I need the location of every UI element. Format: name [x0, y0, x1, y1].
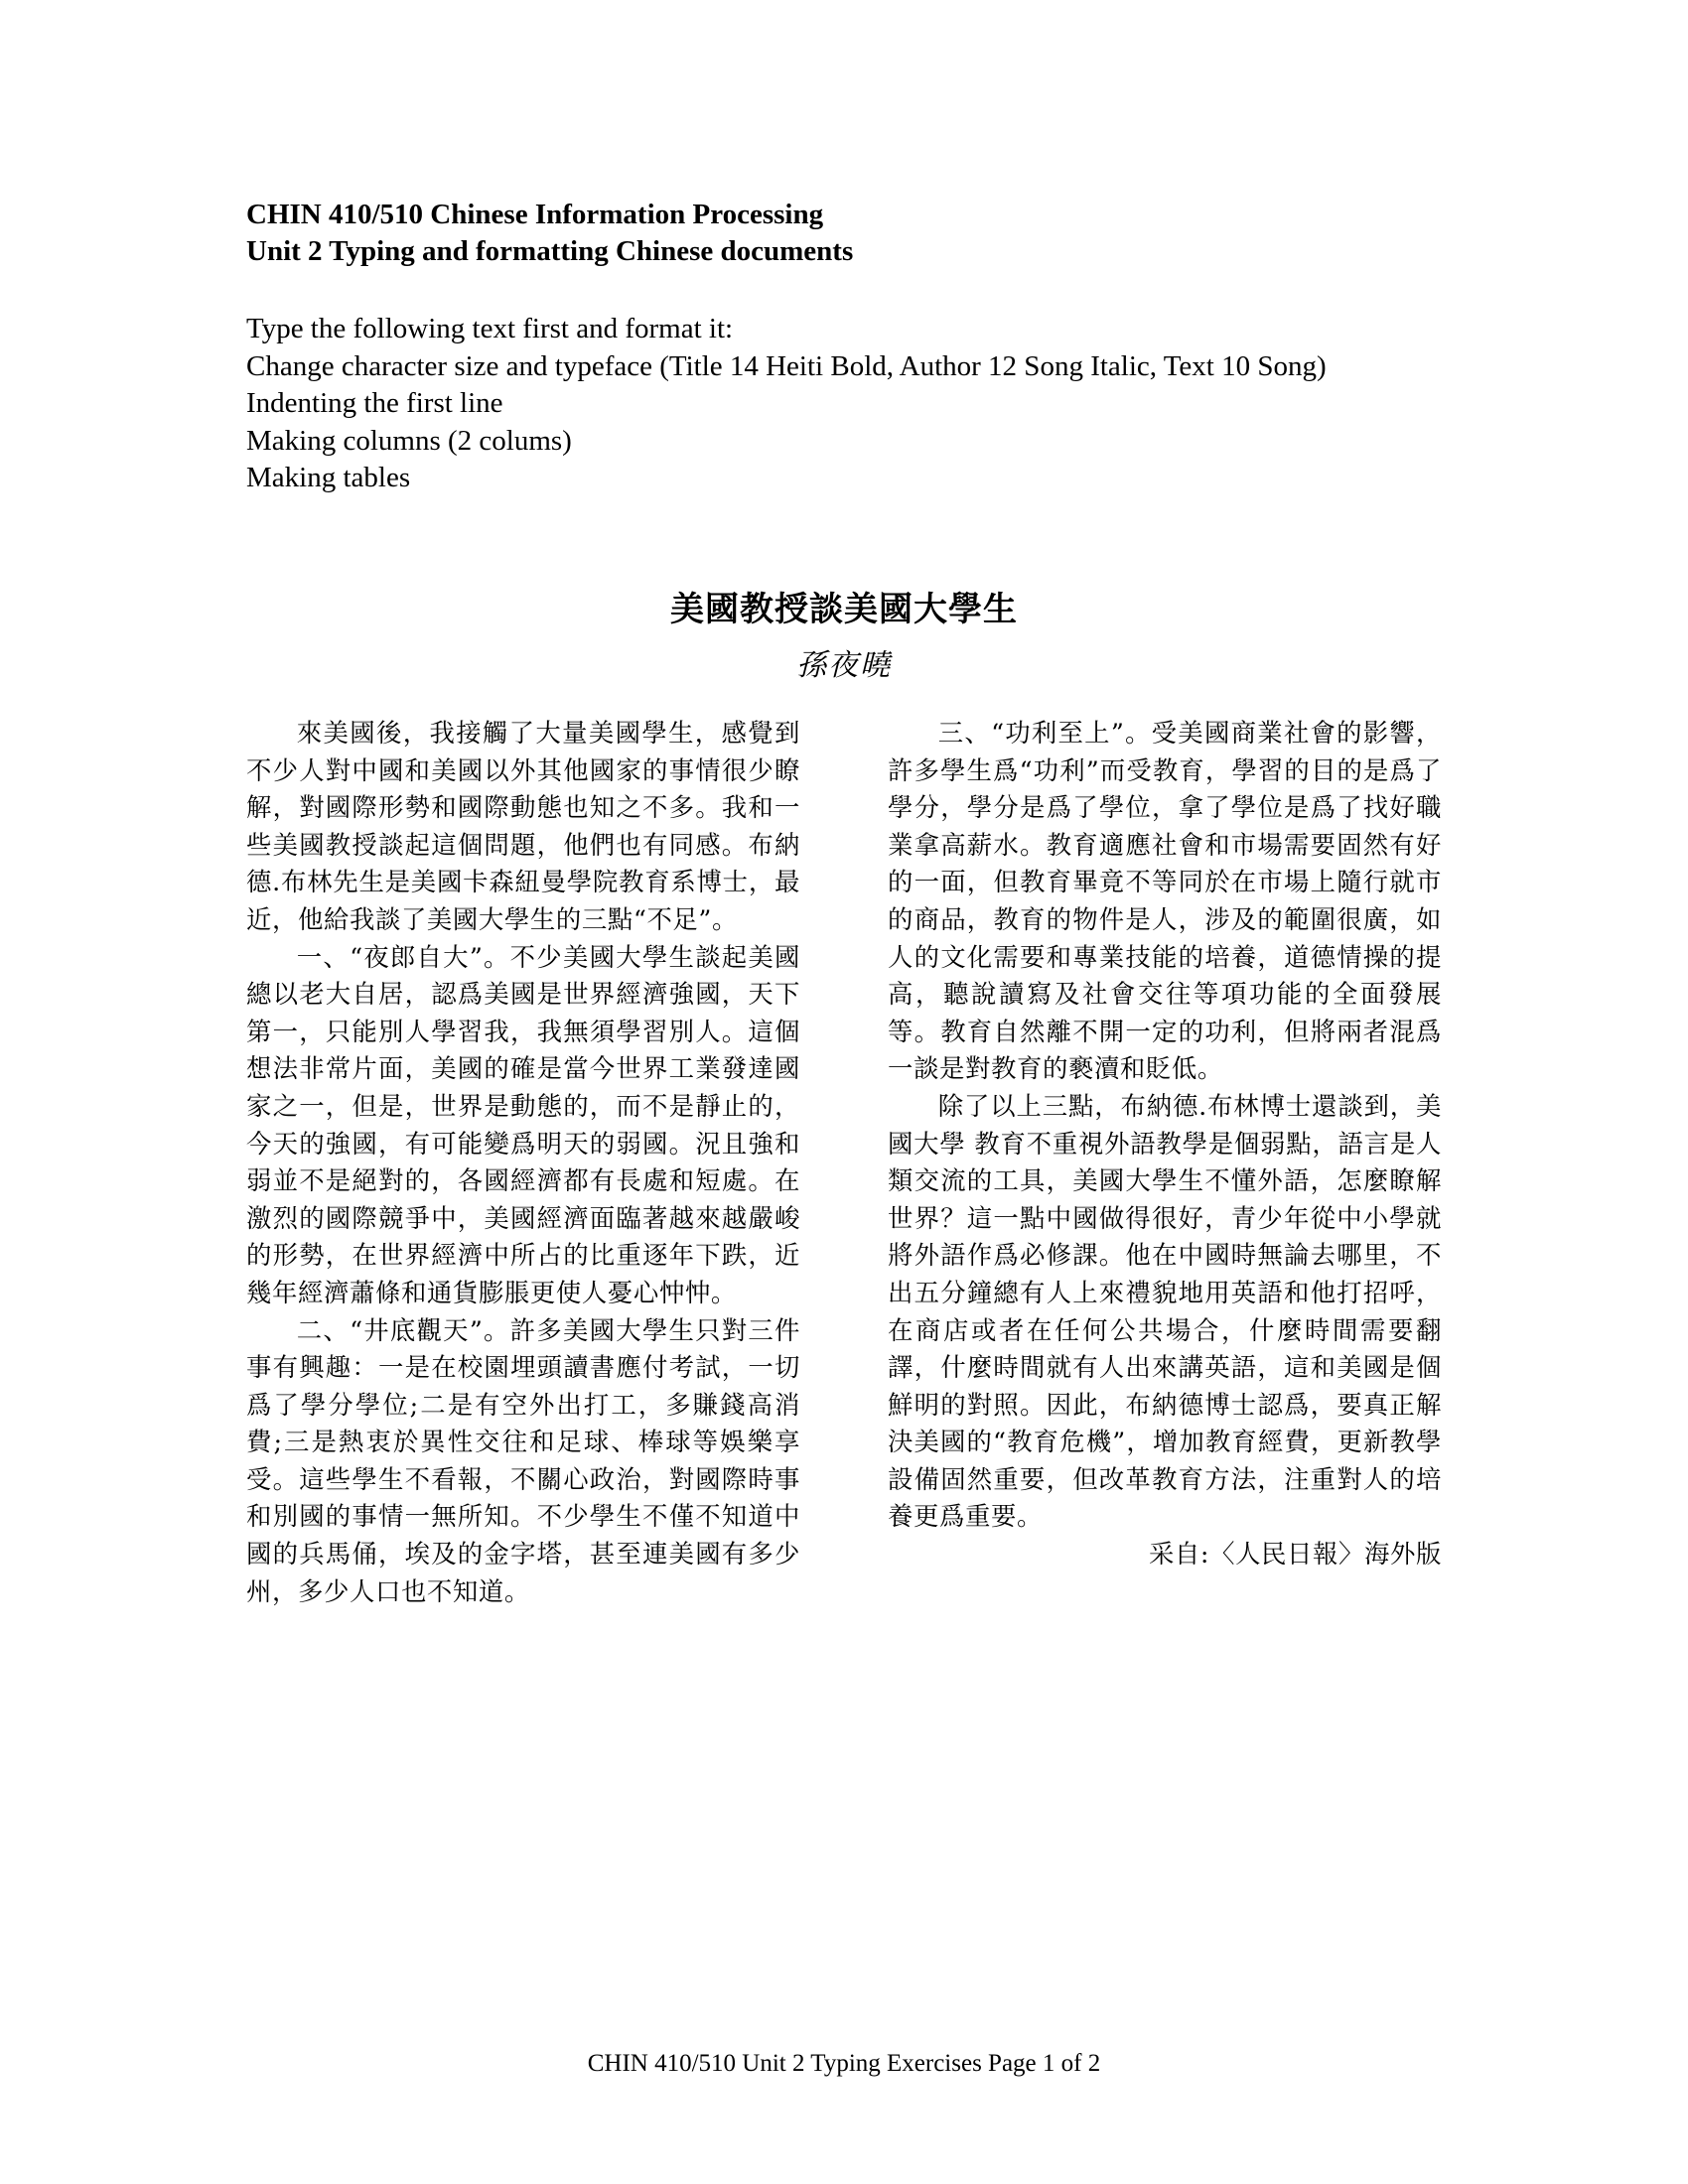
article-author: 孫夜曉: [796, 648, 892, 683]
article-paragraph: 除了以上三點，布納德.布林博士還談到，美國大學 教育不重視外語教學是個弱點，語言是人類交流的工具，美國大學生不懂外語，怎麼瞭解世界？這一點中國做得很好，青少年從中小學就將外語作爲必修課。他在中國時無論去哪里，不出五分鐘總有人上來禮貌地用英語和他打招呼，在商店或者在任何公共場合，什麼時間需要翻譯，什麼時間就有人出來講英語，這和美國是個鮮明的對照。因此，布納德博士認爲，要真正解決美國的“教育危機”，增加教育經費，更新教學設備固然重要，但改革教育方法，注重對人的培養更爲重要。: [888, 1090, 1442, 1532]
article-column-right: [888, 715, 1442, 1573]
instructions-block: [246, 311, 1438, 497]
article-paragraph: 一、“夜郎自大”。不少美國大學生談起美國總以老大自居，認爲美國是世界經濟強國，天下第一，只能別人學習我，我無須學習別人。這個想法非常片面，美國的確是當今世界工業發達國家之一，但是，世界是動態的，而不是靜止的，今天的強國，有可能變爲明天的弱國。況且強和弱並不是絕對的，各國經濟都有長處和短處。在激烈的國際競爭中，美國經濟面臨著越來越嚴峻的形勢，在世界經濟中所占的比重逐年下跌，近幾年經濟蕭條和通貨膨脹更使人憂心忡忡。: [246, 941, 800, 1307]
instruction-line: Making tables: [246, 462, 411, 493]
instruction-line: Making columns (2 colums): [246, 424, 572, 457]
article-source: 采自:〈人民日報〉海外版: [1148, 1539, 1442, 1570]
course-title: CHIN 410/510 Chinese Information Processing: [246, 199, 824, 230]
article-column-left: [246, 715, 800, 1610]
unit-title: Unit 2 Typing and formatting Chinese documents: [246, 235, 854, 267]
instruction-line: Type the following text first and format it:: [246, 313, 734, 344]
document-header: [246, 197, 1438, 270]
page-footer: CHIN 410/510 Unit 2 Typing Exercises Page 1 of 2: [587, 2050, 1101, 2077]
instruction-line: Change character size and typeface (Title 14 Heiti Bold, Author 12 Song Italic, Text 10 Song): [246, 349, 1327, 382]
article-paragraph: 二、“井底觀天”。許多美國大學生只對三件事有興趣：一是在校園埋頭讀書應付考試，一切爲了學分學位;二是有空外出打工，多賺錢高消費;三是熱衷於異性交往和足球、棒球等娛樂享受。這些學生不看報，不關心政治，對國際時事和別國的事情一無所知。不少學生不僅不知道中國的兵馬俑，埃及的金字塔，甚至連美國有多少州，多少人口也不知道。: [246, 1314, 800, 1606]
article-paragraph: 三、“功利至上”。受美國商業社會的影響，許多學生爲“功利”而受教育，學習的目的是爲了學分，學分是爲了學位，拿了學位是爲了找好職業拿高薪水。教育適應社會和市場需要固然有好的一面，但教育畢竟不等同於在市場上隨行就市的商品，教育的物件是人，涉及的範圍很廣，如人的文化需要和專業技能的培養，道德情操的提高，聽說讀寫及社會交往等項功能的全面發展等。教育自然離不開一定的功利，但將兩者混爲一談是對教育的褻瀆和貶低。: [888, 718, 1442, 1084]
article-title: 美國教授談美國大學生: [670, 590, 1018, 629]
instruction-line: Indenting the first line: [246, 387, 503, 419]
article-paragraph: 來美國後，我接觸了大量美國學生，感覺到不少人對中國和美國以外其他國家的事情很少瞭解，對國際形勢和國際動態也知之不多。我和一些美國教授談起這個問題，他們也有同感。布納德.布林先生是美國卡森紐曼學院教育系博士，最近，他給我談了美國大學生的三點“不足”。: [246, 718, 800, 934]
